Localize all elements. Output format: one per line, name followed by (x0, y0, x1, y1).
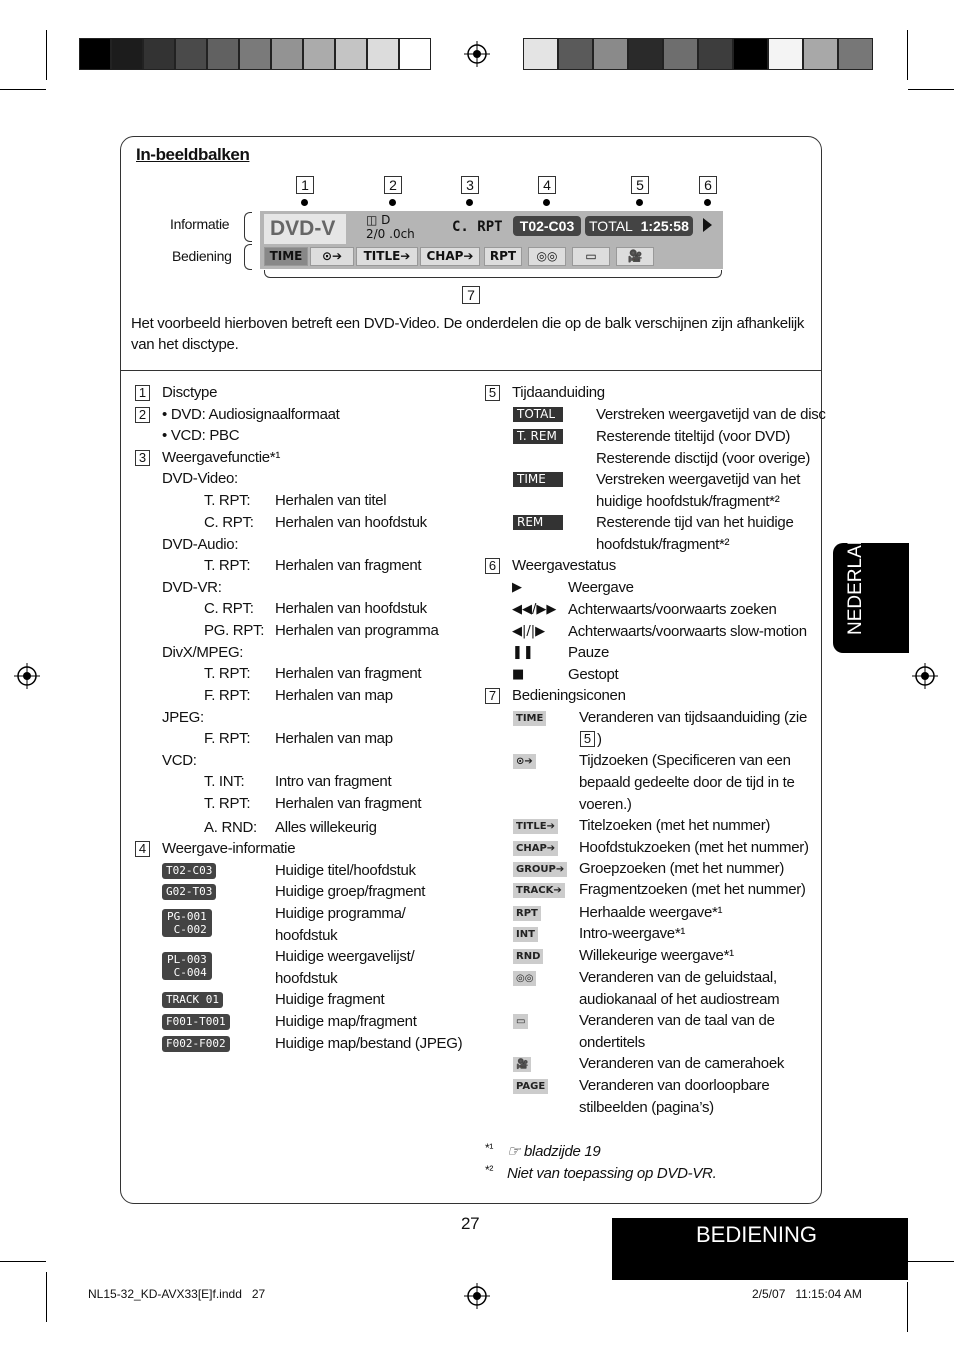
label-informatie: Informatie (170, 216, 230, 232)
control-button-4: RPT (484, 247, 522, 266)
control-icon: TIME (513, 711, 546, 726)
info-tag: F001-T001 (162, 1014, 230, 1030)
mode-key: PG. RPT: (204, 622, 265, 639)
control-button-0: TIME (264, 247, 308, 266)
info-desc: hoofdstuk (275, 927, 338, 944)
callout-5: 5 (631, 176, 649, 194)
color-swatch (768, 38, 803, 70)
control-icon: ⊙➔ (513, 754, 536, 769)
mode-desc: Herhalen van hoofdstuk (275, 514, 427, 531)
time-desc: Verstreken weergavetijd van de disc (596, 406, 826, 423)
control-button-5: ◎◎ (528, 247, 566, 266)
brace (264, 270, 722, 278)
label-bediening: Bediening (172, 248, 232, 264)
text-line: Weergavefunctie*¹ (162, 449, 281, 466)
callout-dot (636, 199, 643, 206)
status-icon: ❚❚ (512, 645, 534, 660)
callout-dot (301, 199, 308, 206)
text-line: DVD-VR: (162, 579, 222, 596)
number-box: 3 (135, 450, 150, 466)
total-time: TOTAL 1:25:58 (585, 216, 693, 236)
section-title: In-beeldbalken (136, 145, 250, 164)
color-swatch (143, 38, 175, 70)
status-icon: ■ (512, 667, 525, 682)
info-desc: Huidige fragment (275, 991, 385, 1008)
color-swatch (733, 38, 768, 70)
status-icon: ◀|/|▶ (512, 624, 546, 639)
control-desc: Veranderen van de camerahoek (579, 1055, 785, 1072)
text-line: DivX/MPEG: (162, 644, 244, 661)
control-desc: Willekeurige weergave*¹ (579, 947, 734, 964)
crop-mark (46, 1272, 47, 1322)
control-desc: Groepzoeken (met het nummer) (579, 860, 785, 877)
time-tag: TIME (513, 472, 563, 487)
control-icon: 🎥 (513, 1057, 531, 1072)
footer-date: 2/5/07 11:15:04 AM (752, 1287, 862, 1301)
time-desc: huidige hoofdstuk/fragment*² (596, 493, 780, 510)
footnote: Niet van toepassing op DVD-VR. (507, 1165, 717, 1182)
info-desc: Huidige map/bestand (JPEG) (275, 1035, 463, 1052)
color-swatch (79, 38, 111, 70)
mode-desc: Herhalen van fragment (275, 557, 422, 574)
control-desc: audiokanaal of het audiostream (579, 991, 780, 1008)
control-icon: CHAP➔ (513, 841, 558, 856)
number-box: 6 (485, 558, 500, 574)
color-swatch (399, 38, 431, 70)
control-icon: INT (513, 927, 538, 942)
crop-mark (908, 89, 954, 90)
color-swatch (271, 38, 303, 70)
mode-key: F. RPT: (204, 687, 251, 704)
text-line: • VCD: PBC (162, 427, 240, 444)
mode-desc: Herhalen van map (275, 730, 393, 747)
time-tag: TOTAL (513, 407, 563, 422)
mode-desc: Herhalen van fragment (275, 665, 422, 682)
crop-mark (46, 30, 47, 80)
track-chapter: T02-C03 (513, 216, 581, 236)
control-desc: Veranderen van tijdsaanduiding (zie (579, 709, 807, 726)
control-desc: ) (597, 731, 602, 748)
control-icon: ▭ (513, 1014, 528, 1029)
text-line: DVD-Video: (162, 470, 238, 487)
color-swatch (628, 38, 663, 70)
registration-mark-icon (912, 663, 938, 689)
text-line: • DVD: Audiosignaalformaat (162, 406, 340, 423)
control-icon: ◎◎ (513, 971, 536, 986)
control-desc: Veranderen van doorloopbare (579, 1077, 770, 1094)
control-desc: Tijdzoeken (Specificeren van een (579, 752, 791, 769)
mode-desc: Herhalen van hoofdstuk (275, 600, 427, 617)
mode-desc: Herhalen van map (275, 687, 393, 704)
control-button-7: 🎥 (616, 247, 654, 266)
time-desc: Resterende titeltijd (voor DVD) (596, 428, 791, 445)
time-desc: Resterende disctijd (voor overige) (596, 450, 811, 467)
text-line: Disctype (162, 384, 218, 401)
color-swatch (698, 38, 733, 70)
footnote-mark: *² (485, 1163, 494, 1177)
mode-key: C. RPT: (204, 600, 254, 617)
control-desc: Herhaalde weergave*¹ (579, 904, 723, 921)
control-icon: TITLE➔ (513, 819, 558, 834)
control-icon: RPT (513, 906, 541, 921)
info-desc: Huidige groep/fragment (275, 883, 426, 900)
brace (244, 244, 252, 270)
brace (244, 212, 252, 242)
color-swatch (335, 38, 367, 70)
callout-dot (466, 199, 473, 206)
info-desc: Huidige titel/hoofdstuk (275, 862, 416, 879)
callout-3: 3 (461, 176, 479, 194)
mode-key: A. RND: (204, 819, 257, 836)
section-tab: BEDIENING (612, 1218, 908, 1280)
callout-6: 6 (699, 176, 717, 194)
registration-mark-icon (14, 663, 40, 689)
mode-key: T. RPT: (204, 557, 251, 574)
registration-mark-icon (464, 41, 490, 67)
callout-dot (543, 199, 550, 206)
control-desc: ondertitels (579, 1034, 645, 1051)
callout-2: 2 (384, 176, 402, 194)
control-desc: Titelzoeken (met het nummer) (579, 817, 771, 834)
control-button-3: CHAP➔ (420, 247, 480, 266)
mode-key: T. INT: (204, 773, 245, 790)
status-desc: Pauze (568, 644, 610, 661)
time-desc: Verstreken weergavetijd van het (596, 471, 801, 488)
status-icon: ▶ (512, 580, 522, 595)
text-line: VCD: (162, 752, 197, 769)
color-swatch (803, 38, 838, 70)
status-icon: ◀◀/▶▶ (512, 602, 557, 617)
time-desc: Resterende tijd van het huidige (596, 514, 794, 531)
footnote-mark: *¹ (485, 1141, 494, 1155)
callout-dot (704, 199, 711, 206)
control-desc: Veranderen van de taal van de (579, 1012, 775, 1029)
color-swatch (303, 38, 335, 70)
info-tag: G02-T03 (162, 884, 216, 900)
info-desc: hoofdstuk (275, 970, 338, 987)
mode-desc: Intro van fragment (275, 773, 392, 790)
mode-key: T. RPT: (204, 665, 251, 682)
color-swatch (558, 38, 593, 70)
mode-key: T. RPT: (204, 795, 251, 812)
number-box: 4 (135, 841, 150, 857)
control-desc: Hoofdstukzoeken (met het nummer) (579, 839, 809, 856)
number-box: 5 (580, 731, 595, 747)
language-tab: NEDERLANDS (833, 543, 909, 653)
text-line: DVD-Audio: (162, 536, 239, 553)
color-swatch (593, 38, 628, 70)
intro-text: Het voorbeeld hierboven betreft een DVD-Video. De onderdelen die op de balk verschijnen zijn afhankelijk van het disctype. (131, 315, 805, 353)
color-swatch (111, 38, 143, 70)
info-tag: T02-C03 (162, 863, 216, 879)
number-box: 7 (485, 688, 500, 704)
crop-mark (908, 1261, 954, 1262)
status-desc: Achterwaarts/voorwaarts zoeken (568, 601, 777, 618)
text-line: Weergave-informatie (162, 840, 296, 857)
registration-mark-icon (464, 1283, 490, 1309)
control-button-1: ⊙➔ (310, 247, 354, 266)
info-desc: Huidige programma/ (275, 905, 406, 922)
info-tag: F002-F002 (162, 1036, 230, 1052)
control-desc: stilbeelden (pagina’s) (579, 1099, 714, 1116)
info-tag: PG-001 C-002 (162, 909, 212, 937)
info-desc: Huidige map/fragment (275, 1013, 417, 1030)
divider (120, 370, 822, 371)
mode-desc: Herhalen van titel (275, 492, 387, 509)
crop-mark (0, 1261, 46, 1262)
mode-key: F. RPT: (204, 730, 251, 747)
info-tag: TRACK 01 (162, 992, 223, 1008)
control-desc: Fragmentzoeken (met het nummer) (579, 881, 806, 898)
crop-mark (907, 30, 908, 80)
number-box: 1 (135, 385, 150, 401)
control-desc: Intro-weergave*¹ (579, 925, 686, 942)
control-desc: bepaald gedeelte door de tijd in te (579, 774, 795, 791)
repeat-mode: C. RPT (452, 219, 503, 235)
footnote: ☞ bladzijde 19 (507, 1143, 601, 1160)
text-line: Weergavestatus (512, 557, 616, 574)
page-number: 27 (461, 1214, 480, 1233)
number-box: 5 (485, 385, 500, 401)
time-desc: hoofdstuk/fragment*² (596, 536, 730, 553)
control-desc: voeren.) (579, 796, 632, 813)
text-line: JPEG: (162, 709, 204, 726)
control-button-2: TITLE➔ (356, 247, 418, 266)
crop-mark (0, 89, 46, 90)
info-desc: Huidige weergavelijst/ (275, 948, 415, 965)
control-icon: PAGE (513, 1079, 548, 1094)
callout-1: 1 (296, 176, 314, 194)
color-swatch (367, 38, 399, 70)
crop-mark (907, 1282, 908, 1332)
callout-dot (389, 199, 396, 206)
text-line: Tijdaanduiding (512, 384, 605, 401)
mode-desc: Herhalen van fragment (275, 795, 422, 812)
disc-type: DVD-V (264, 214, 346, 244)
time-tag: T. REM (513, 429, 563, 444)
text-line: Bedieningsiconen (512, 687, 626, 704)
info-tag: PL-003 C-004 (162, 952, 212, 980)
status-desc: Gestopt (568, 666, 619, 683)
time-tag: REM (513, 515, 563, 530)
control-button-6: ▭ (572, 247, 610, 266)
color-swatch (663, 38, 698, 70)
color-swatch (838, 38, 873, 70)
footer-file: NL15-32_KD-AVX33[E]f.indd 27 (88, 1287, 266, 1301)
control-icon: TRACK➔ (513, 883, 565, 898)
status-desc: Weergave (568, 579, 634, 596)
number-box: 2 (135, 407, 150, 423)
control-icon: GROUP➔ (513, 862, 567, 877)
mode-key: T. RPT: (204, 492, 251, 509)
mode-key: C. RPT: (204, 514, 254, 531)
control-desc: Veranderen van de geluidstaal, (579, 969, 777, 986)
color-swatch (523, 38, 558, 70)
play-icon (703, 218, 712, 232)
color-swatch (207, 38, 239, 70)
mode-desc: Herhalen van programma (275, 622, 439, 639)
callout-4: 4 (538, 176, 556, 194)
audio-format: ◫ D 2/0 .0ch (366, 213, 415, 241)
mode-desc: Alles willekeurig (275, 819, 377, 836)
status-desc: Achterwaarts/voorwaarts slow-motion (568, 623, 807, 640)
color-swatch (175, 38, 207, 70)
color-swatch (239, 38, 271, 70)
control-icon: RND (513, 949, 543, 964)
callout-7: 7 (462, 286, 480, 304)
